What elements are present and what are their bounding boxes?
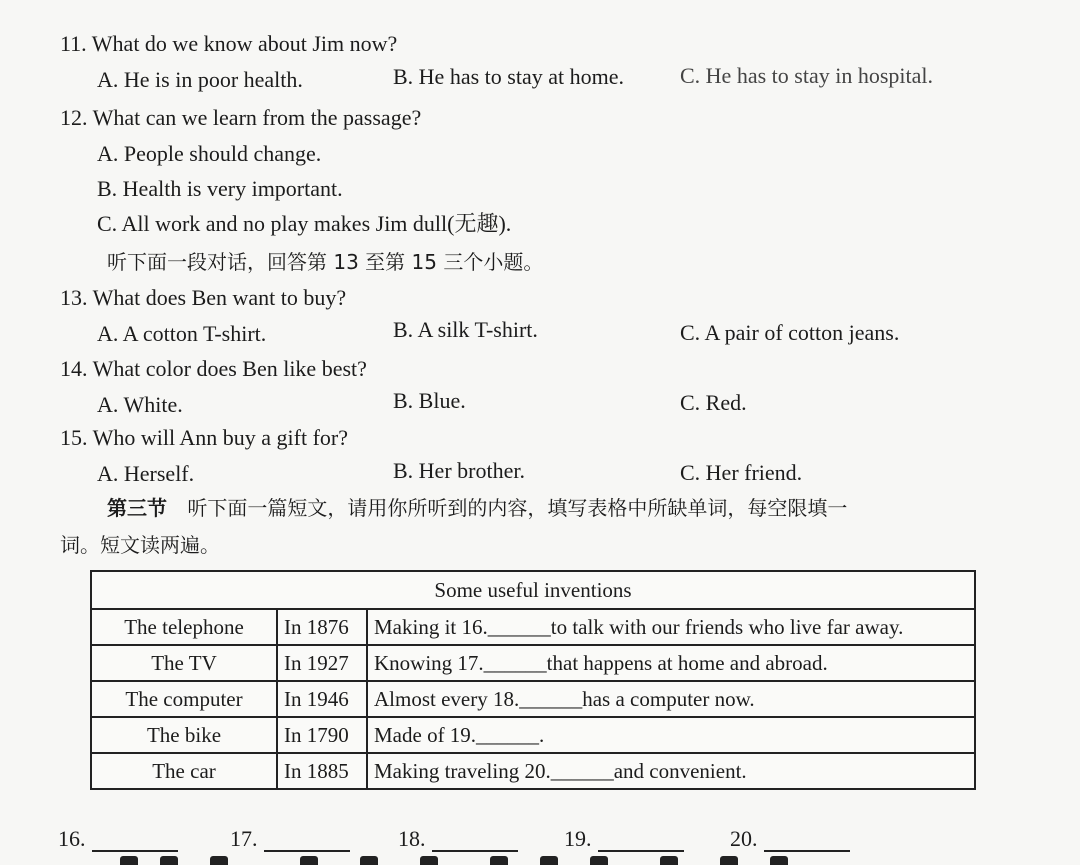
answer-blank-line	[432, 830, 518, 852]
table-row	[91, 645, 975, 681]
answer-blank-17[interactable]	[230, 826, 350, 852]
question-12-option-a: A. People should change.	[97, 141, 322, 166]
table-row	[91, 609, 975, 645]
answer-blank-label: 20.	[730, 826, 758, 851]
answer-blank-19[interactable]	[564, 826, 684, 852]
table-title: Some useful inventions	[91, 571, 975, 609]
question-11-option-b: B. He has to stay at home.	[393, 64, 624, 89]
question-15-option-c: C. Her friend.	[680, 460, 803, 485]
section-3-text-line1: 听下面一篇短文，请用你所听到的内容，填写表格中所缺单词，每空限填一	[187, 496, 848, 520]
answer-blanks-row	[58, 826, 1058, 856]
invention-name: The car	[91, 753, 277, 789]
answer-blank-20[interactable]	[730, 826, 850, 852]
question-11-option-c: C. He has to stay in hospital.	[680, 63, 933, 88]
invention-year: In 1876	[277, 609, 367, 645]
answer-blank-18[interactable]	[398, 826, 518, 852]
question-13-stem: 13. What does Ben want to buy?	[60, 285, 347, 310]
invention-year: In 1790	[277, 717, 367, 753]
invention-year: In 1946	[277, 681, 367, 717]
instruction-13-15: 听下面一段对话，回答第 13 至第 15 三个小题。	[107, 250, 544, 274]
question-14-stem: 14. What color does Ben like best?	[60, 356, 367, 381]
table-title-row	[91, 571, 975, 609]
question-14-option-c: C. Red.	[680, 390, 747, 415]
section-3-text-line2: 词。短文读两遍。	[60, 533, 220, 557]
answer-blank-label: 17.	[230, 826, 258, 851]
question-14-option-b: B. Blue.	[393, 388, 466, 413]
invention-name: The computer	[91, 681, 277, 717]
cut-off-next-line	[120, 856, 840, 865]
section-3-heading	[107, 494, 847, 522]
table-row	[91, 717, 975, 753]
invention-description: Making it 16.______to talk with our friends who live far away.	[367, 609, 975, 645]
answer-blank-line	[598, 830, 684, 852]
question-13-option-b: B. A silk T-shirt.	[393, 317, 538, 342]
invention-name: The TV	[91, 645, 277, 681]
question-12-stem: 12. What can we learn from the passage?	[60, 105, 422, 130]
answer-blank-16[interactable]	[58, 826, 178, 852]
question-11-stem: 11. What do we know about Jim now?	[60, 31, 398, 56]
answer-blank-line	[764, 830, 850, 852]
table-row	[91, 681, 975, 717]
section-3-label: 第三节	[107, 496, 167, 520]
question-15-stem: 15. Who will Ann buy a gift for?	[60, 425, 348, 450]
invention-name: The telephone	[91, 609, 277, 645]
question-12-option-b: B. Health is very important.	[97, 176, 343, 201]
answer-blank-line	[92, 830, 178, 852]
answer-blank-label: 18.	[398, 826, 426, 851]
invention-description: Made of 19.______.	[367, 717, 975, 753]
invention-description: Almost every 18.______has a computer now.	[367, 681, 975, 717]
question-11-option-a: A. He is in poor health.	[97, 67, 303, 92]
invention-name: The bike	[91, 717, 277, 753]
question-15-option-a: A. Herself.	[97, 461, 195, 486]
invention-year: In 1885	[277, 753, 367, 789]
answer-blank-line	[264, 830, 350, 852]
answer-blank-label: 19.	[564, 826, 592, 851]
invention-year: In 1927	[277, 645, 367, 681]
question-13-option-c: C. A pair of cotton jeans.	[680, 320, 900, 345]
question-12-option-c: C. All work and no play makes Jim dull(无趣).	[97, 211, 512, 236]
answer-blank-label: 16.	[58, 826, 86, 851]
invention-description: Making traveling 20.______and convenient.	[367, 753, 975, 789]
table-row	[91, 753, 975, 789]
question-13-option-a: A. A cotton T-shirt.	[97, 321, 267, 346]
invention-description: Knowing 17.______that happens at home and abroad.	[367, 645, 975, 681]
inventions-table	[90, 570, 976, 790]
question-15-option-b: B. Her brother.	[393, 458, 525, 483]
question-14-option-a: A. White.	[97, 392, 183, 417]
